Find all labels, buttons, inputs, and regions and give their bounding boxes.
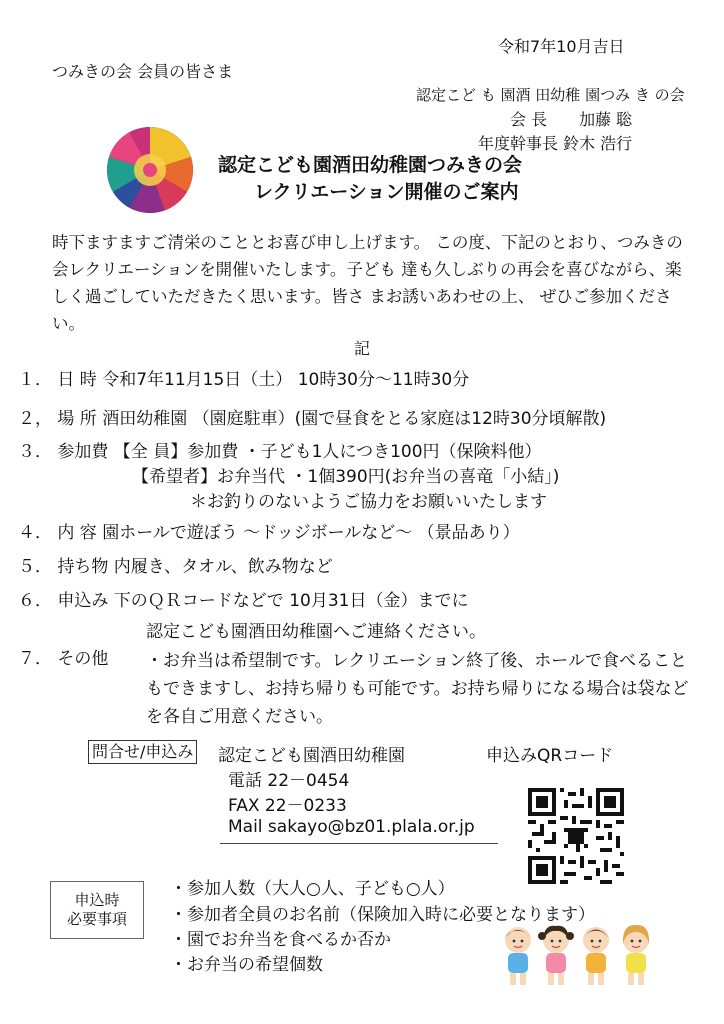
addressee: つみきの会 会員の皆さま	[52, 62, 234, 81]
item-6-sub-1: 認定こども園酒田幼稚園へご連絡ください。	[146, 622, 486, 642]
item-5	[18, 552, 333, 577]
title-line-1: 認定こども園酒田幼稚園つみきの会	[218, 154, 523, 176]
item-3-sub-1: 【希望者】お弁当代 ・1個390円(お弁当の喜竜「小結」)	[132, 467, 560, 487]
issue-date: 令和7年10月吉日	[498, 37, 625, 56]
ki-marker: 記	[354, 339, 371, 358]
qr-code[interactable]	[528, 788, 624, 884]
item-text: 参加費 【全 員】参加費 ・子ども1人につき100円（保険料他）	[57, 442, 542, 462]
item-7-heading	[18, 644, 108, 669]
requirements-box	[50, 881, 144, 939]
title-line-2: レクリエーション開催のご案内	[254, 181, 519, 203]
children-illustration	[498, 922, 658, 988]
requirements-box-line-2: 必要事項	[66, 910, 127, 928]
item-4	[18, 518, 520, 543]
org-logo	[106, 126, 194, 214]
mail-underline	[220, 843, 498, 844]
item-number: １．	[18, 370, 52, 390]
item-3-sub-2: ＊お釣りのないようご協力をお願いいたします	[190, 492, 547, 512]
requirement-item: ・園でお弁当を食べるか否か	[170, 930, 391, 950]
contact-fax: FAX 22－0233	[228, 796, 347, 816]
item-number: ７．	[18, 649, 52, 669]
requirement-item: ・参加者全員のお名前（保険加入時に必要となります）	[170, 905, 595, 925]
sender-secretary: 年度幹事長 鈴木 浩行	[478, 134, 633, 153]
item-text: 内 容 園ホールで遊ぼう ～ドッジボールなど～ （景品あり）	[57, 523, 520, 543]
item-2	[18, 404, 606, 429]
item-number: ２，	[18, 409, 52, 429]
item-1	[18, 365, 469, 390]
sender-org: 認定こど も 園酒 田幼稚 園つみ き の会	[416, 86, 685, 104]
item-number: ３．	[18, 442, 52, 462]
item-label: その他	[57, 649, 109, 669]
item-7-text: ・お弁当は希望制です。レクリエーション終了後、ホールで食べることもできますし、お持ち帰りも可能です。お持ち帰りになる場合は袋などを各自ご用意ください。	[146, 651, 689, 727]
item-text: 日 時 令和7年11月15日（土） 10時30分～11時30分	[57, 370, 470, 390]
requirement-item: ・お弁当の希望個数	[170, 955, 323, 975]
item-3	[18, 437, 542, 462]
item-text: 持ち物 内履き、タオル、飲み物など	[57, 557, 333, 577]
intro-paragraph: 時下ますますご清栄のこととお喜び申し上げます。 この度、下記のとおり、つみきの会レクリエーションを開催いたします。子ども 達も久しぶりの再会を喜びながら、楽しく過ごしていただきたく思います。皆さ まお誘いあわせの上、 ぜひご参加ください。	[52, 233, 683, 333]
sender-president: 会 長 加藤 聡	[510, 110, 633, 129]
contact-org: 認定こども園酒田幼稚園	[218, 746, 405, 766]
requirement-item: ・参加人数（大人○人、子ども○人）	[170, 879, 455, 899]
contact-tel: 電話 22－0454	[228, 771, 350, 791]
item-6	[18, 586, 468, 611]
item-number: ６．	[18, 591, 52, 611]
qr-label: 申込みQRコード	[486, 746, 614, 766]
item-number: ４．	[18, 523, 52, 543]
contact-label: 問合せ/申込み	[88, 740, 197, 764]
item-text: 申込み 下のＱＲコードなどで 10月31日（金）までに	[57, 591, 469, 611]
item-text: 場 所 酒田幼稚園 （園庭駐車）(園で昼食をとる家庭は12時30分頃解散)	[57, 409, 607, 429]
item-number: ５．	[18, 557, 52, 577]
contact-mail: Mail sakayo@bz01.plala.or.jp	[228, 817, 475, 837]
requirements-box-line-1: 申込時	[74, 891, 120, 909]
